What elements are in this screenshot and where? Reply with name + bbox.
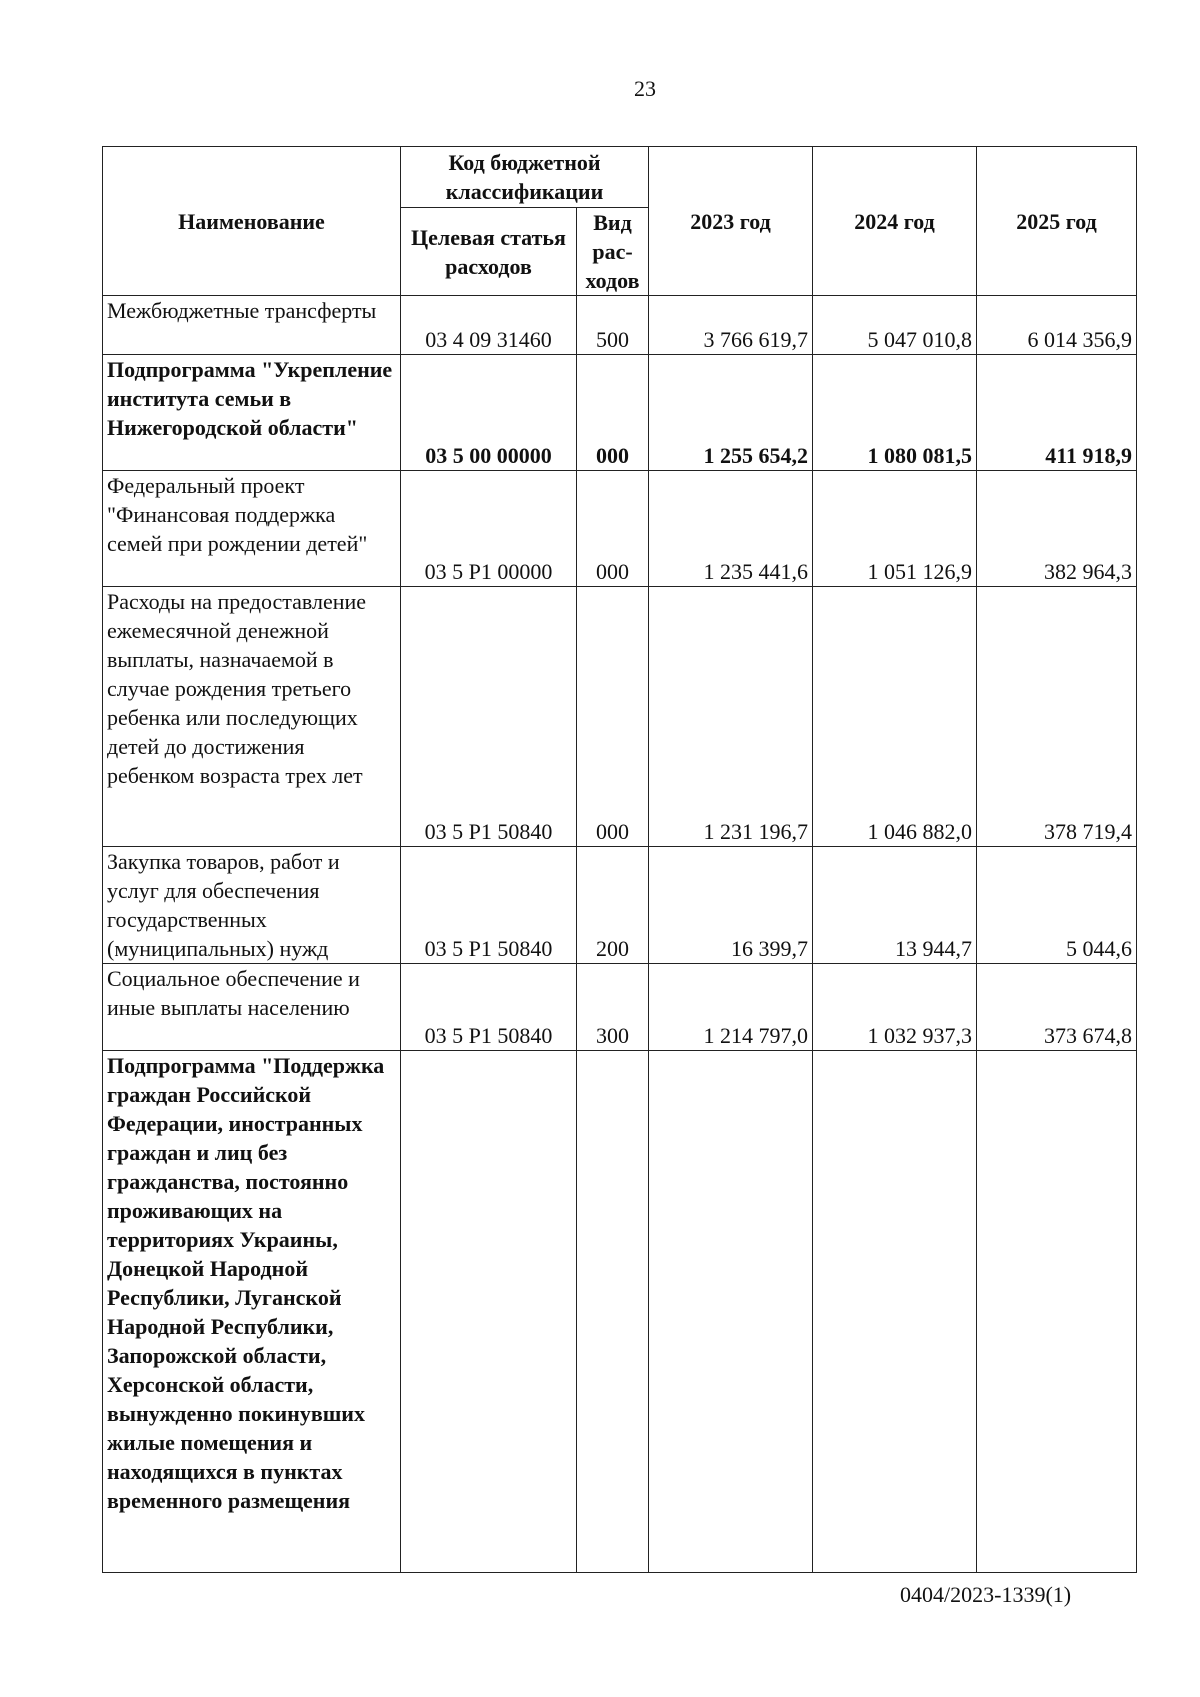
row-expense-type: 000 (577, 355, 649, 471)
header-2023: 2023 год (649, 147, 813, 296)
row-expense-type: 500 (577, 296, 649, 355)
row-expense-type: 200 (577, 847, 649, 964)
row-expense-type (577, 1051, 649, 1573)
row-value-2024: 5 047 010,8 (813, 296, 977, 355)
row-value-2024 (813, 1051, 977, 1573)
row-target-code (401, 1051, 577, 1573)
row-value-2025: 378 719,4 (977, 587, 1137, 847)
row-value-2023: 16 399,7 (649, 847, 813, 964)
row-value-2023: 3 766 619,7 (649, 296, 813, 355)
table-row (103, 964, 1137, 1051)
row-name: Межбюджетные трансферты (103, 296, 401, 355)
row-value-2024: 13 944,7 (813, 847, 977, 964)
row-value-2024: 1 080 081,5 (813, 355, 977, 471)
row-name: Социальное обеспечение и иные выплаты населению (103, 964, 401, 1051)
row-value-2023: 1 235 441,6 (649, 471, 813, 587)
row-value-2023: 1 231 196,7 (649, 587, 813, 847)
budget-table (102, 146, 1137, 1573)
table-row (103, 355, 1137, 471)
row-expense-type: 300 (577, 964, 649, 1051)
row-expense-type: 000 (577, 471, 649, 587)
table-row (103, 847, 1137, 964)
header-expense-type: Вид рас-ходов (577, 208, 649, 296)
row-target-code: 03 5 P1 50840 (401, 964, 577, 1051)
header-2025: 2025 год (977, 147, 1137, 296)
table-row (103, 1051, 1137, 1573)
row-value-2024: 1 046 882,0 (813, 587, 977, 847)
row-value-2025: 411 918,9 (977, 355, 1137, 471)
row-name: Подпрограмма "Укрепление института семьи в Нижегородской области" (103, 355, 401, 471)
row-value-2025: 6 014 356,9 (977, 296, 1137, 355)
row-name: Расходы на предоставление ежемесячной денежной выплаты, назначаемой в случае рождения третьего ребенка или последующих детей до достижения ребенком возраста трех лет (103, 587, 401, 847)
row-target-code: 03 5 P1 50840 (401, 847, 577, 964)
row-name: Закупка товаров, работ и услуг для обеспечения государственных (муниципальных) нужд (103, 847, 401, 964)
row-value-2024: 1 051 126,9 (813, 471, 977, 587)
row-target-code: 03 4 09 31460 (401, 296, 577, 355)
row-value-2025: 373 674,8 (977, 964, 1137, 1051)
page-number: 23 (634, 76, 656, 101)
row-value-2025: 5 044,6 (977, 847, 1137, 964)
header-code-group: Код бюджетной классификации (401, 147, 649, 208)
document-code: 0404/2023-1339(1) (900, 1582, 1072, 1607)
row-value-2023 (649, 1051, 813, 1573)
row-target-code: 03 5 00 00000 (401, 355, 577, 471)
row-target-code: 03 5 P1 50840 (401, 587, 577, 847)
row-value-2023: 1 214 797,0 (649, 964, 813, 1051)
row-value-2024: 1 032 937,3 (813, 964, 977, 1051)
row-value-2025 (977, 1051, 1137, 1573)
row-name: Федеральный проект "Финансовая поддержка семей при рождении детей" (103, 471, 401, 587)
header-name: Наименование (103, 147, 401, 296)
table-row (103, 471, 1137, 587)
row-value-2025: 382 964,3 (977, 471, 1137, 587)
header-2024: 2024 год (813, 147, 977, 296)
table-row (103, 296, 1137, 355)
row-value-2023: 1 255 654,2 (649, 355, 813, 471)
row-name: Подпрограмма "Поддержка граждан Российской Федерации, иностранных граждан и лиц без гражданства, постоянно проживающих на территориях Украины, Донецкой Народной Республики, Луганской Народной Республики, Запорожской области, Херсонской области, вынужденно покинувших жилые помещения и находящихся в пунктах временного размещения (103, 1051, 401, 1573)
table-row (103, 587, 1137, 847)
table-header-row (103, 147, 1137, 208)
header-target-article: Целевая статья расходов (401, 208, 577, 296)
row-target-code: 03 5 P1 00000 (401, 471, 577, 587)
row-expense-type: 000 (577, 587, 649, 847)
